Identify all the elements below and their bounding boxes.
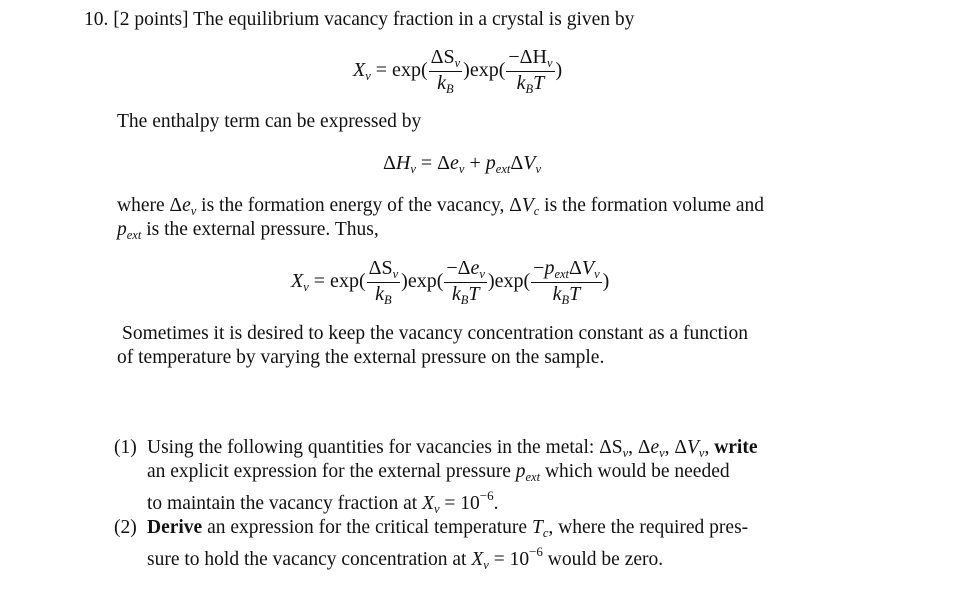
- question-1-line-2: an explicit expression for the external pressure $p_{ext}$ which would be needed: [147, 461, 730, 484]
- question-2-line-2: sure to hold the vacancy concentration at $X_v = 10^{-6}$ would be zero.: [147, 544, 664, 572]
- problem-points: [2 points]: [113, 9, 189, 30]
- equation-vacancy-fraction: $X_v = \exp$( $\frac{\Delta S_v}{k_B}$ )exp( $\frac{-\Delta H_v}{k_BT}$ ): [353, 46, 563, 97]
- where-line-1: where $\Delta e_v$ is the formation energy of the vacancy, $\Delta V_c$ is the formation volume and: [117, 195, 765, 218]
- sometimes-line-1: Sometimes it is desired to keep the vacancy concentration constant as a function: [122, 323, 748, 344]
- equation-vacancy-fraction-expanded: $X_v = \exp$( $\frac{\Delta S_v}{k_B}$ )exp( $\frac{-\Delta e_v}{k_BT}$ )exp( $\frac{-p_{ext}\Delta V_v}{k_BT}$ ): [291, 257, 610, 308]
- question-1-label: (1): [114, 437, 137, 458]
- question-2-label: (2): [114, 517, 137, 538]
- where-line-2: $p_{ext}$ is the external pressure. Thus,: [117, 219, 379, 242]
- question-1-line-3: to maintain the vacancy fraction at $X_v = 10^{-6}$.: [147, 488, 499, 516]
- enthalpy-intro: The enthalpy term can be expressed by: [117, 111, 422, 132]
- problem-header: [84, 8, 634, 32]
- problem-intro: The equilibrium vacancy fraction in a crystal is given by: [193, 9, 635, 30]
- question-1-line-1: Using the following quantities for vacancies in the metal: $\Delta S_v$, $\Delta e_v$, $\Delta V_v$, write: [147, 437, 758, 460]
- problem-number: 10.: [84, 9, 109, 30]
- question-2-line-1: Derive an expression for the critical temperature $T_c$, where the required pres-: [147, 517, 749, 540]
- equation-enthalpy: $\Delta H_v = \Delta e_v + p_{ext}\Delta V_v$: [383, 152, 541, 176]
- sometimes-line-2: of temperature by varying the external pressure on the sample.: [117, 347, 605, 368]
